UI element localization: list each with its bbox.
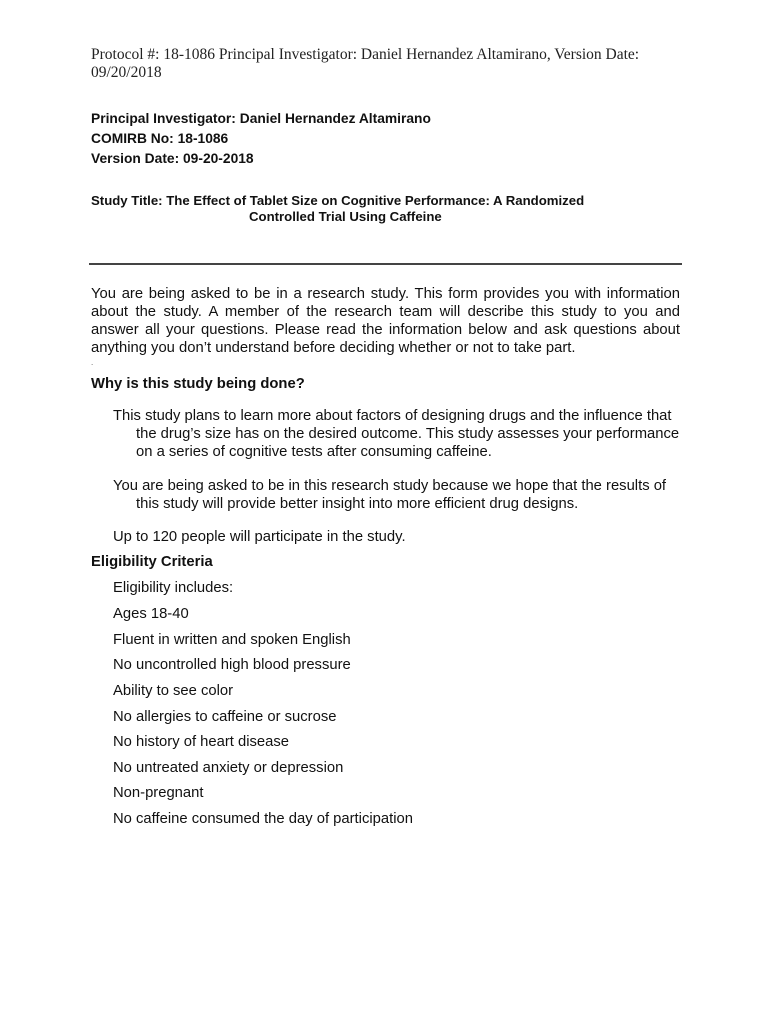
eligibility-item: No untreated anxiety or depression (113, 760, 344, 776)
protocol-header: Protocol #: 18-1086 Principal Investigator: Daniel Hernandez Altamirano, Version Date: 09/20/2018 (91, 46, 640, 81)
why-paragraph-3: Up to 120 people will participate in the study. (113, 529, 406, 545)
eligibility-item: No allergies to caffeine or sucrose (113, 709, 337, 725)
stray-mark: . (91, 358, 94, 367)
horizontal-rule (89, 263, 682, 265)
study-title (91, 193, 681, 225)
version-date: Version Date: 09-20-2018 (91, 151, 254, 166)
comirb-number: COMIRB No: 18-1086 (91, 131, 229, 146)
eligibility-item: No caffeine consumed the day of participation (113, 811, 413, 827)
eligibility-item: Ages 18-40 (113, 606, 189, 622)
why-paragraph-1: This study plans to learn more about factors of designing drugs and the influence that the drug’s size has on the desired outcome. This study assesses your performance on a series of cognitive tests after consuming caffeine. (113, 408, 680, 460)
eligibility-item: Eligibility includes: (113, 580, 234, 596)
study-title-line-1: Study Title: The Effect of Tablet Size on Cognitive Performance: A Randomized (91, 193, 585, 208)
study-title-line-2: Controlled Trial Using Caffeine (249, 209, 442, 224)
eligibility-item: No history of heart disease (113, 734, 290, 750)
eligibility-item: Non-pregnant (113, 785, 204, 801)
eligibility-item: No uncontrolled high blood pressure (113, 657, 351, 673)
eligibility-item: Fluent in written and spoken English (113, 632, 351, 648)
eligibility-item: Ability to see color (113, 683, 234, 699)
why-heading: Why is this study being done? (91, 376, 305, 392)
intro-paragraph: You are being asked to be in a research study. This form provides you with information about the study. A member of the research team will describe this study to you and answer all your questions. Please read the information below and ask questions about anything you don’t understand before deciding whether or not to take part. (91, 286, 680, 356)
principal-investigator: Principal Investigator: Daniel Hernandez Altamirano (91, 111, 431, 126)
eligibility-heading: Eligibility Criteria (91, 554, 213, 570)
why-paragraph-2: You are being asked to be in this research study because we hope that the results of this study will provide better insight into more efficient drug designs. (113, 478, 667, 512)
